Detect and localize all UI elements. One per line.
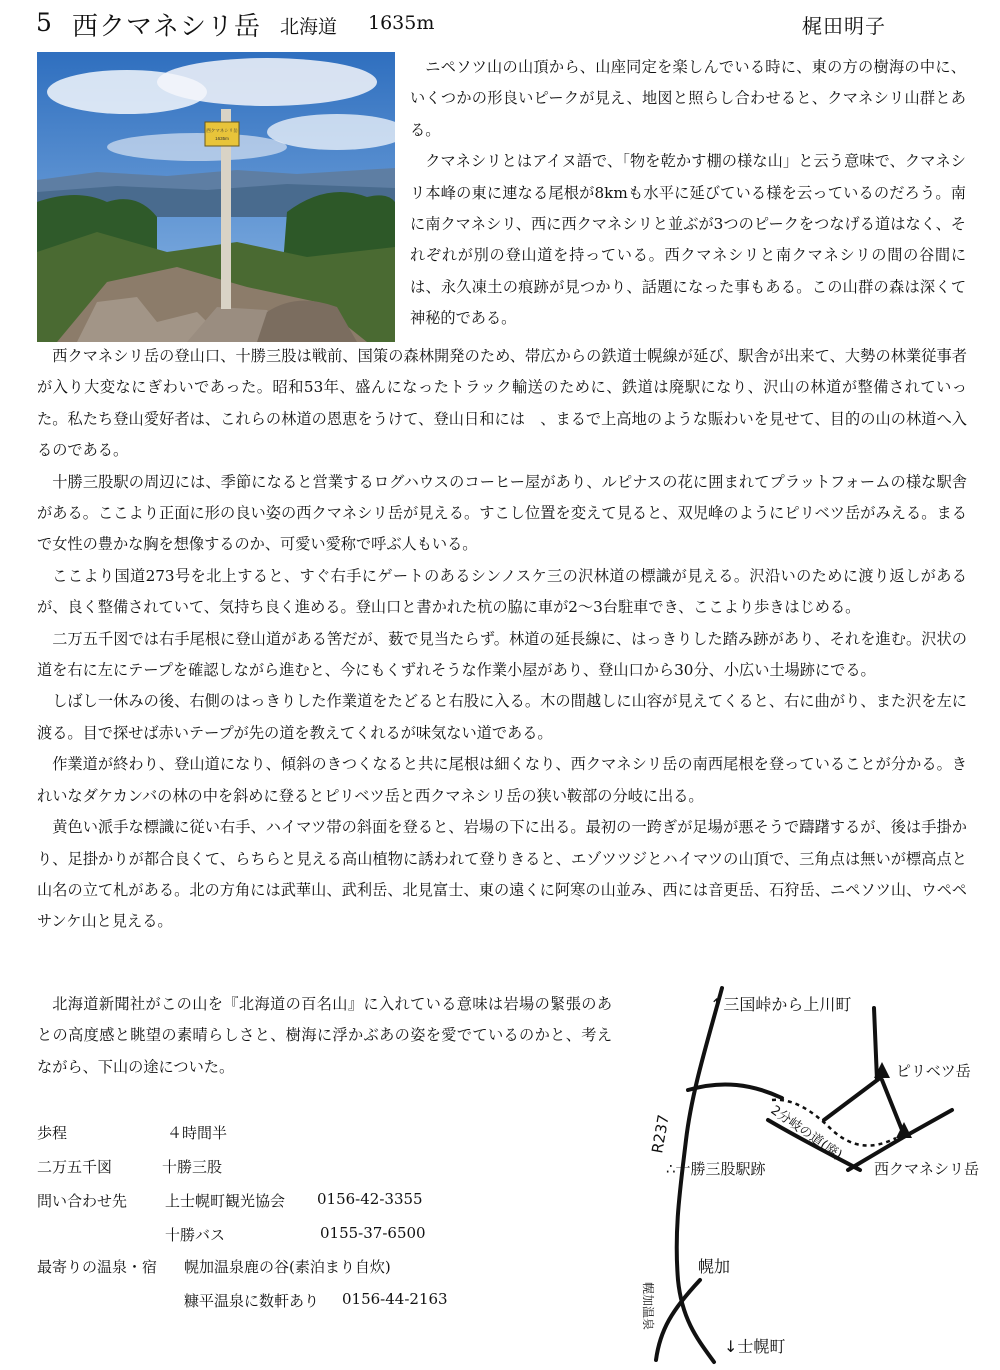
- elevation-label: 1635m: [368, 12, 435, 34]
- paragraph: 西クマネシリ岳の登山口、十勝三股は戦前、国策の森林開発のため、帯広からの鉄道士幌線が延び、駅舎が出来て、大勢の林業従事者が入り大変なにぎわいであった。昭和53年、盛んになったトラック輸送のために、鉄道は廃駅になり、沢山の林道が整備されていった。私たち登山愛好者は、これらの林道の恩恵をうけて、登山日和には 、まるで上高地のような賑わいを見せて、目的の山の林道へ入るのである。: [37, 347, 967, 460]
- paragraph: 二万五千図では右手尾根に登山道がある筈だが、薮で見当たらず。林道の延長線に、はっきりした踏み跡があり、それを進む。沢状の道を右に左にテープを確認しながら進むと、今にもくずれそうな作業小屋があり、登山口から30分、小広い土場跡にでる。: [37, 629, 967, 680]
- sign-text-1: 西クマネシリ岳: [206, 128, 238, 133]
- map-road-label: R237: [648, 1113, 673, 1155]
- author-name: 梶田明子: [802, 14, 886, 38]
- summit-photo: [37, 52, 395, 342]
- info-value: 十勝三股: [162, 1158, 223, 1176]
- map-onsen-label: 幌加温泉: [641, 1282, 655, 1331]
- sign-text-2: 1635m: [215, 136, 229, 141]
- title-row: [36, 4, 966, 44]
- ridge-line: [874, 1008, 877, 1080]
- map-workroad-label: 2分岐の道(廃): [767, 1102, 845, 1164]
- paragraph: ここより国道273号を北上すると、すぐ右手にゲートのあるシンノスケ三の沢林道の標識が見える。沢沿いのために渡り返しがあるが、良く整備されていて、気持ち良く進める。登山口と書かれた杭の脇に車が2〜3台駐車でき、ここより歩きはじめる。: [37, 566, 967, 617]
- route-map: [612, 980, 992, 1370]
- mountain-title: 西クマネシリ岳: [72, 12, 262, 42]
- region-label: 北海道: [280, 16, 338, 38]
- info-value: ４時間半: [167, 1124, 228, 1142]
- contact-phone: 0156-42-3355: [317, 1190, 423, 1208]
- onsen-name: 幌加温泉鹿の谷(素泊まり自炊): [184, 1258, 391, 1276]
- chapter-number: 5: [36, 8, 52, 37]
- paragraph: クマネシリとはアイヌ語で、「物を乾かす棚の様な山」と云う意味で、クマネシリ本峰の東に連なる尾根が8kmも水平に延びている様を云っているのだろう。南に南クマネシリ、西に西クマネシリと並ぶが3つのピークをつなげる道はなく、それぞれが別の登山道を持っている。西クマネシリと南クマネシリの間の谷間には、永久凍土の痕跡が見つかり、話題になった事もある。この山群の森は深くて神秘的である。: [410, 152, 966, 328]
- contact-name: 十勝バス: [165, 1226, 226, 1244]
- info-label: 歩程: [37, 1124, 68, 1142]
- map-station-label: ∴十勝三股駅跡: [666, 1160, 766, 1178]
- info-label: 最寄りの温泉・宿: [37, 1258, 158, 1276]
- info-label: 二万五千図: [37, 1158, 113, 1176]
- paragraph: ニペソツ山の山頂から、山座同定を楽しんでいる時に、東の方の樹海の中に、いくつかの形良いピークが見え、地図と照らし合わせると、クマネシリ山群とある。: [410, 58, 966, 139]
- forest-road: [688, 1084, 782, 1098]
- map-horoka-label: 幌加: [698, 1257, 731, 1276]
- closing-paragraph: [37, 989, 612, 1083]
- map-south-label: ↓士幌町: [724, 1337, 786, 1356]
- map-north-label: ↑三国峠から上川町: [710, 995, 852, 1014]
- paragraph: 北海道新聞社がこの山を『北海道の百名山』に入れている意味は岩場の緊張のあとの高度感と眺望の素晴らしさと、樹海に浮かぶあの姿を愛でているのかと、考えながら、下山の途についた。: [37, 995, 613, 1076]
- ridge-line: [824, 1078, 880, 1120]
- onsen-name: 糠平温泉に数軒あり: [184, 1292, 320, 1310]
- paragraph: 黄色い派手な標識に従い右手、ハイマツ帯の斜面を登ると、岩場の下に出る。最初の一跨ぎが足場が悪そうで躊躇するが、後は手掛かり、足掛かりが都合良くて、らちらと見える高山植物に誘われて登りきると、エゾツツジとハイマツの山頂で、三角点は無いが標高点と山名の立て札がある。北の方角には武華山、武利岳、北見富士、東の遠くに阿寒の山並み、西には音更岳、石狩岳、ニペソツ山、ウペペサンケ山と見える。: [37, 818, 967, 931]
- contact-phone: 0155-37-6500: [320, 1224, 426, 1242]
- paragraph: 作業道が終わり、登山道になり、傾斜のきつくなると共に尾根は細くなり、西クマネシリ岳の南西尾根を登っていることが分かる。きれいなダケカンバの林の中を斜めに登るとピリベツ岳と西クマネシリ岳の狭い鞍部の分岐に出る。: [37, 755, 967, 805]
- paragraph: しばし一休みの後、右側のはっきりした作業道をたどると右股に入る。木の間越しに山容が見えてくると、右に曲がり、また沢を左に渡る。目で探せば赤いテープが先の道を教えてくれるが味気ない道である。: [37, 692, 967, 742]
- contact-name: 上士幌町観光協会: [165, 1192, 286, 1210]
- info-label: 問い合わせ先: [37, 1192, 128, 1210]
- map-piribetsu-label: ピリベツ岳: [896, 1062, 971, 1080]
- main-paragraphs: [37, 341, 967, 938]
- ridge-line: [882, 1080, 902, 1130]
- map-summit-label: 西クマネシリ岳: [874, 1160, 980, 1178]
- onsen-phone: 0156-44-2163: [342, 1290, 448, 1308]
- intro-paragraphs: [410, 52, 966, 335]
- paragraph: 十勝三股駅の周辺には、季節になると営業するログハウスのコーヒー屋があり、ルピナスの花に囲まれてプラットフォームの様な駅舎がある。ここより正面に形の良い姿の西クマネシリ岳が見える。すこし位置を変えて見ると、双児峰のようにピリベツ岳がみえる。まるで女性の豊かな胸を想像するのか、可愛い愛称で呼ぶ人もいる。: [37, 472, 967, 554]
